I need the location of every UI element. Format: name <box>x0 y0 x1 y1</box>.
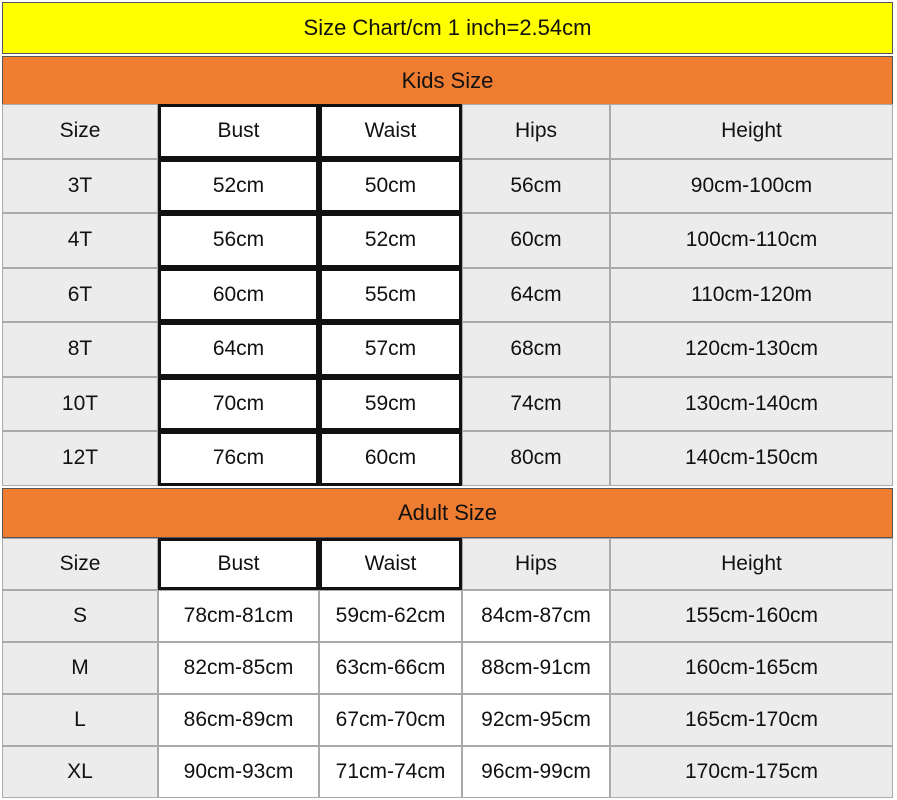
table-row <box>2 746 893 798</box>
table-cell: 52cm <box>319 213 462 268</box>
table-cell: 70cm <box>158 377 319 432</box>
table-cell: 78cm-81cm <box>158 590 319 642</box>
table-row <box>2 590 893 642</box>
table-cell: M <box>2 642 158 694</box>
table-cell: 68cm <box>462 322 610 377</box>
table-cell: 86cm-89cm <box>158 694 319 746</box>
column-header: Hips <box>462 104 610 159</box>
table-cell: 56cm <box>158 213 319 268</box>
table-cell: 165cm-170cm <box>610 694 893 746</box>
table-cell: 3T <box>2 159 158 214</box>
table-header-row <box>2 538 893 590</box>
adult-size-header: Adult Size <box>2 488 893 538</box>
table-cell: 90cm-100cm <box>610 159 893 214</box>
column-header: Size <box>2 538 158 590</box>
column-header: Height <box>610 104 893 159</box>
table-cell: 76cm <box>158 431 319 486</box>
table-row <box>2 377 893 432</box>
column-header: Size <box>2 104 158 159</box>
table-cell: 55cm <box>319 268 462 323</box>
table-cell: XL <box>2 746 158 798</box>
table-row <box>2 431 893 486</box>
column-header: Waist <box>319 104 462 159</box>
table-cell: 74cm <box>462 377 610 432</box>
table-cell: 130cm-140cm <box>610 377 893 432</box>
table-row <box>2 213 893 268</box>
table-cell: 52cm <box>158 159 319 214</box>
table-cell: 96cm-99cm <box>462 746 610 798</box>
table-cell: 56cm <box>462 159 610 214</box>
table-cell: 60cm <box>319 431 462 486</box>
table-cell: 60cm <box>158 268 319 323</box>
table-cell: 8T <box>2 322 158 377</box>
table-cell: 4T <box>2 213 158 268</box>
table-cell: 110cm-120m <box>610 268 893 323</box>
table-cell: 57cm <box>319 322 462 377</box>
table-cell: 100cm-110cm <box>610 213 893 268</box>
table-row <box>2 642 893 694</box>
table-cell: 88cm-91cm <box>462 642 610 694</box>
table-cell: 50cm <box>319 159 462 214</box>
table-row <box>2 694 893 746</box>
table-header-row <box>2 104 893 159</box>
column-header: Bust <box>158 104 319 159</box>
table-cell: 160cm-165cm <box>610 642 893 694</box>
chart-title: Size Chart/cm 1 inch=2.54cm <box>2 2 893 54</box>
table-cell: 71cm-74cm <box>319 746 462 798</box>
table-cell: 64cm <box>462 268 610 323</box>
table-cell: S <box>2 590 158 642</box>
table-cell: 12T <box>2 431 158 486</box>
column-header: Hips <box>462 538 610 590</box>
kids-size-header: Kids Size <box>2 56 893 106</box>
table-cell: 59cm-62cm <box>319 590 462 642</box>
column-header: Bust <box>158 538 319 590</box>
table-cell: 170cm-175cm <box>610 746 893 798</box>
table-cell: L <box>2 694 158 746</box>
table-cell: 67cm-70cm <box>319 694 462 746</box>
table-cell: 60cm <box>462 213 610 268</box>
column-header: Height <box>610 538 893 590</box>
column-header: Waist <box>319 538 462 590</box>
table-cell: 63cm-66cm <box>319 642 462 694</box>
table-row <box>2 159 893 214</box>
table-cell: 90cm-93cm <box>158 746 319 798</box>
table-cell: 10T <box>2 377 158 432</box>
table-row <box>2 268 893 323</box>
table-cell: 92cm-95cm <box>462 694 610 746</box>
table-cell: 6T <box>2 268 158 323</box>
table-cell: 82cm-85cm <box>158 642 319 694</box>
table-cell: 155cm-160cm <box>610 590 893 642</box>
table-cell: 140cm-150cm <box>610 431 893 486</box>
table-cell: 120cm-130cm <box>610 322 893 377</box>
table-cell: 80cm <box>462 431 610 486</box>
table-cell: 59cm <box>319 377 462 432</box>
table-cell: 84cm-87cm <box>462 590 610 642</box>
table-row <box>2 322 893 377</box>
table-cell: 64cm <box>158 322 319 377</box>
